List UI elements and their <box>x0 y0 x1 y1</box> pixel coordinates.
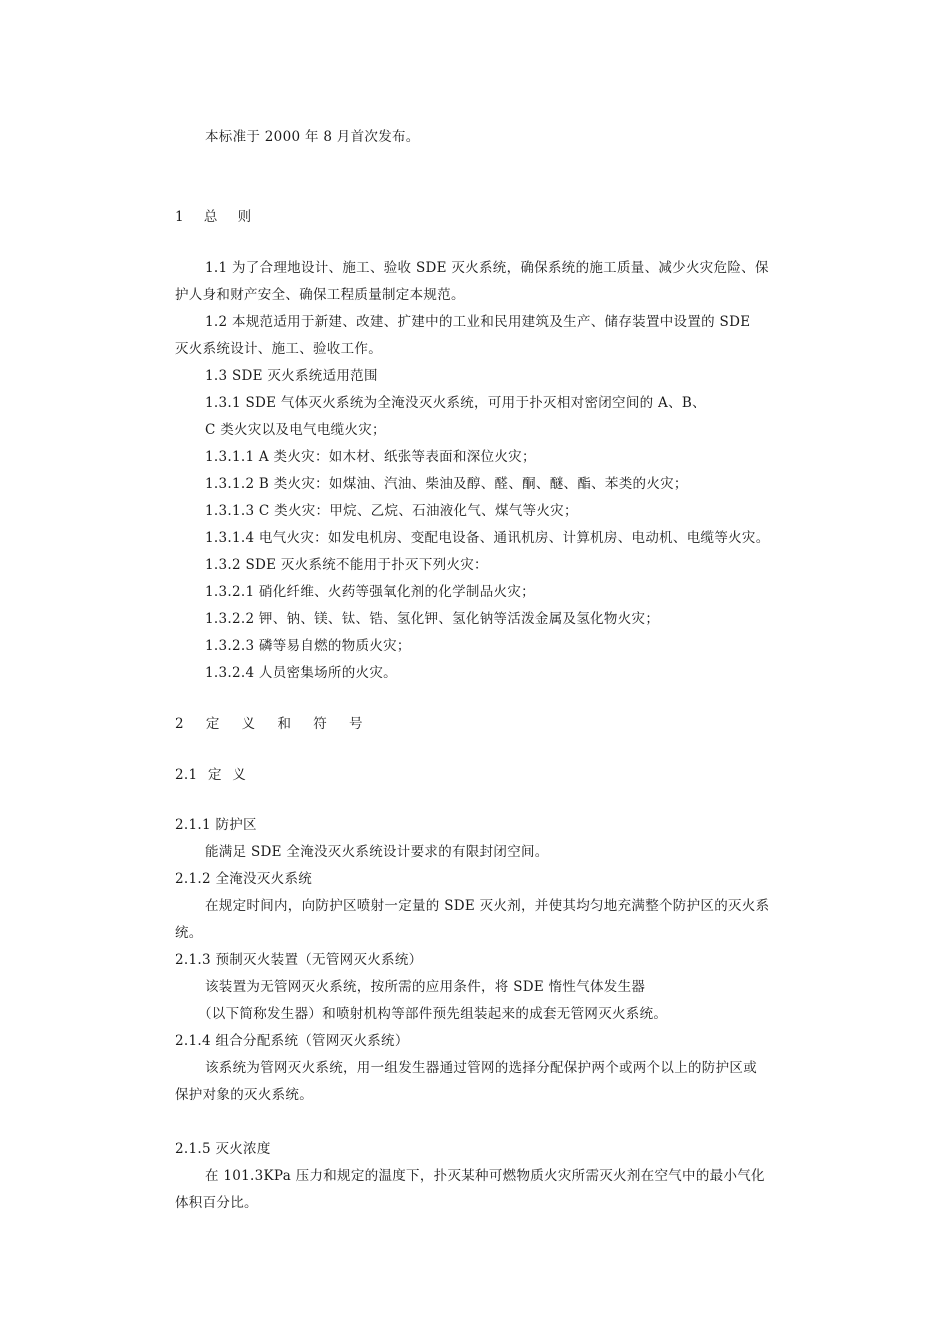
section-2-1-heading: 2.1 定 义 <box>175 767 247 783</box>
term-2-1-1-title: 2.1.1 防护区 <box>175 817 257 833</box>
clause-1-3-1-1: 1.3.1.1 A 类火灾：如木材、纸张等表面和深位火灾； <box>205 449 536 465</box>
term-2-1-2-title: 2.1.2 全淹没灭火系统 <box>175 871 313 887</box>
section-2-heading: 2 定 义 和 符 号 <box>175 716 372 732</box>
clause-1-1-line-2: 护人身和财产安全、确保工程质量制定本规范。 <box>175 287 465 303</box>
term-2-1-3-definition-line-1: 该装置为无管网灭火系统，按所需的应用条件，将 SDE 惰性气体发生器 <box>205 979 646 995</box>
term-2-1-3-title: 2.1.3 预制灭火装置（无管网灭火系统） <box>175 952 423 968</box>
term-2-1-5-definition-line-1: 在 101.3KPa 压力和规定的温度下，扑灭某种可燃物质火灾所需灭火剂在空气中的最小气化 <box>205 1168 765 1184</box>
clause-1-3-2-1: 1.3.2.1 硝化纤维、火药等强氧化剂的化学制品火灾； <box>205 584 535 600</box>
term-2-1-2-definition-line-2: 统。 <box>175 925 203 941</box>
term-2-1-4-definition-line-2: 保护对象的灭火系统。 <box>175 1087 313 1103</box>
term-2-1-2-definition-line-1: 在规定时间内，向防护区喷射一定量的 SDE 灭火剂，并使其均匀地充满整个防护区的灭火系 <box>205 898 770 914</box>
publication-note: 本标准于 2000 年 8 月首次发布。 <box>205 129 420 145</box>
clause-1-3-1-4: 1.3.1.4 电气火灾：如发电机房、变配电设备、通讯机房、计算机房、电动机、电缆等火灾。 <box>205 530 770 546</box>
term-2-1-1-definition: 能满足 SDE 全淹没灭火系统设计要求的有限封闭空间。 <box>205 844 549 860</box>
clause-1-3-2-4: 1.3.2.4 人员密集场所的火灾。 <box>205 665 397 681</box>
clause-1-3-1-line-1: 1.3.1 SDE 气体灭火系统为全淹没灭火系统，可用于扑灭相对密闭空间的 A、B、 <box>205 395 706 411</box>
clause-1-3-1-line-2: C 类火灾以及电气电缆火灾； <box>205 422 386 438</box>
clause-1-3-2-3: 1.3.2.3 磷等易自燃的物质火灾； <box>205 638 411 654</box>
term-2-1-4-definition-line-1: 该系统为管网灭火系统，用一组发生器通过管网的选择分配保护两个或两个以上的防护区或 <box>205 1060 757 1076</box>
term-2-1-3-definition-line-2: （以下简称发生器）和喷射机构等部件预先组装起来的成套无管网灭火系统。 <box>198 1006 668 1022</box>
clause-1-2-line-1: 1.2 本规范适用于新建、改建、扩建中的工业和民用建筑及生产、储存装置中设置的 SDE <box>205 314 751 330</box>
clause-1-1-line-1: 1.1 为了合理地设计、施工、验收 SDE 灭火系统，确保系统的施工质量、减少火灾危险、保 <box>205 260 769 276</box>
term-2-1-5-definition-line-2: 体积百分比。 <box>175 1195 258 1211</box>
clause-1-3: 1.3 SDE 灭火系统适用范围 <box>205 368 378 384</box>
clause-1-3-2: 1.3.2 SDE 灭火系统不能用于扑灭下列火灾： <box>205 557 488 573</box>
clause-1-2-line-2: 灭火系统设计、施工、验收工作。 <box>175 341 382 357</box>
term-2-1-5-title: 2.1.5 灭火浓度 <box>175 1141 271 1157</box>
term-2-1-4-title: 2.1.4 组合分配系统（管网灭火系统） <box>175 1033 409 1049</box>
clause-1-3-1-3: 1.3.1.3 C 类火灾：甲烷、乙烷、石油液化气、煤气等火灾； <box>205 503 578 519</box>
section-1-heading: 1 总 则 <box>175 209 260 225</box>
clause-1-3-2-2: 1.3.2.2 钾、钠、镁、钛、锆、氢化钾、氢化钠等活泼金属及氢化物火灾； <box>205 611 660 627</box>
clause-1-3-1-2: 1.3.1.2 B 类火灾：如煤油、汽油、柴油及醇、醛、酮、醚、酯、苯类的火灾； <box>205 476 688 492</box>
